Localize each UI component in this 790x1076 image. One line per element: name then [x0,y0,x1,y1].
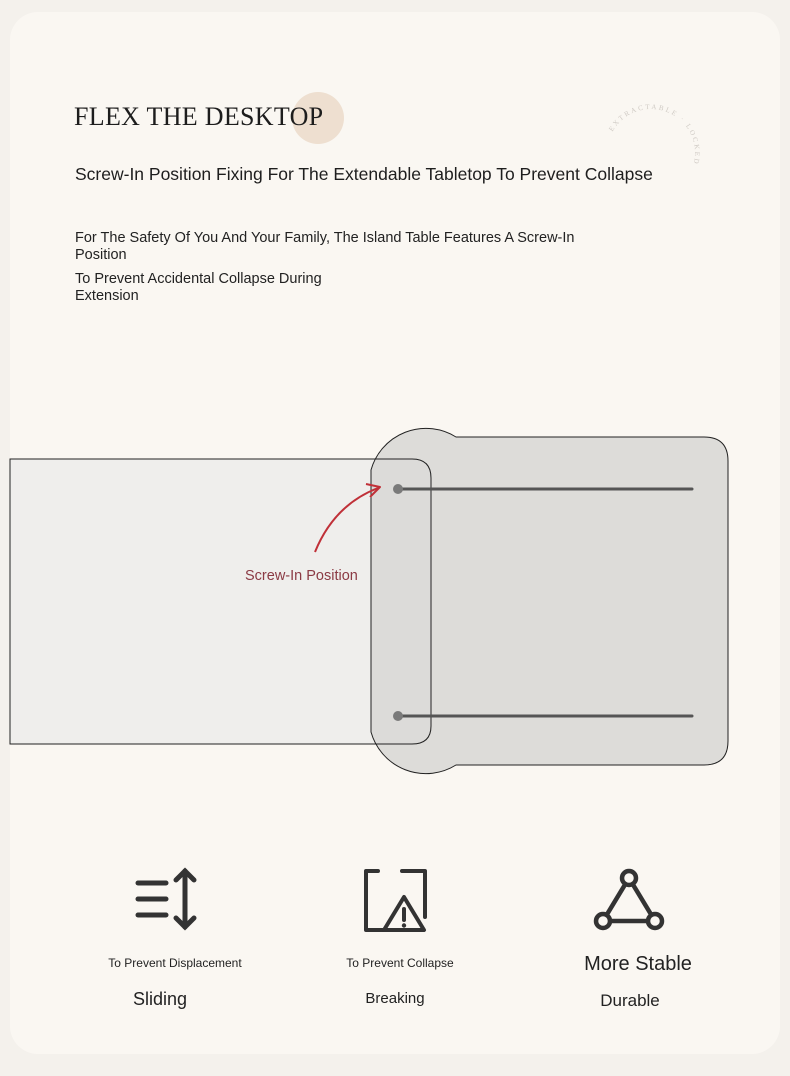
description-line-1: For The Safety Of You And Your Family, The Island Table Features A Screw-In Position [75,230,575,263]
feature-durable-subtitle: More Stable [584,953,692,975]
table-left-panel [10,459,431,744]
callout-label: Screw-In Position [245,568,358,584]
feature-durable-title: Durable [600,991,660,1010]
feature-breaking-subtitle: To Prevent Collapse [346,956,454,970]
feature-breaking-title: Breaking [365,990,425,1007]
warning-frame-icon [362,867,430,935]
page-subtitle: Screw-In Position Fixing For The Extendable Tabletop To Prevent Collapse [75,164,653,184]
description-line-2: To Prevent Accidental Collapse During Extension [75,271,322,304]
feature-sliding-title: Sliding [132,989,188,1009]
lines-up-down-arrow-icon [134,866,200,932]
table-main-body [371,428,728,773]
feature-sliding-subtitle: To Prevent Displacement [108,956,242,970]
bottom-screw-point [393,711,403,721]
seal-text: EXTRACTABLE · LOCKED [607,102,702,167]
triangle-nodes-icon [593,868,665,934]
top-screw-point [393,484,403,494]
page-title: FLEX THE DESKTOP [74,102,324,131]
